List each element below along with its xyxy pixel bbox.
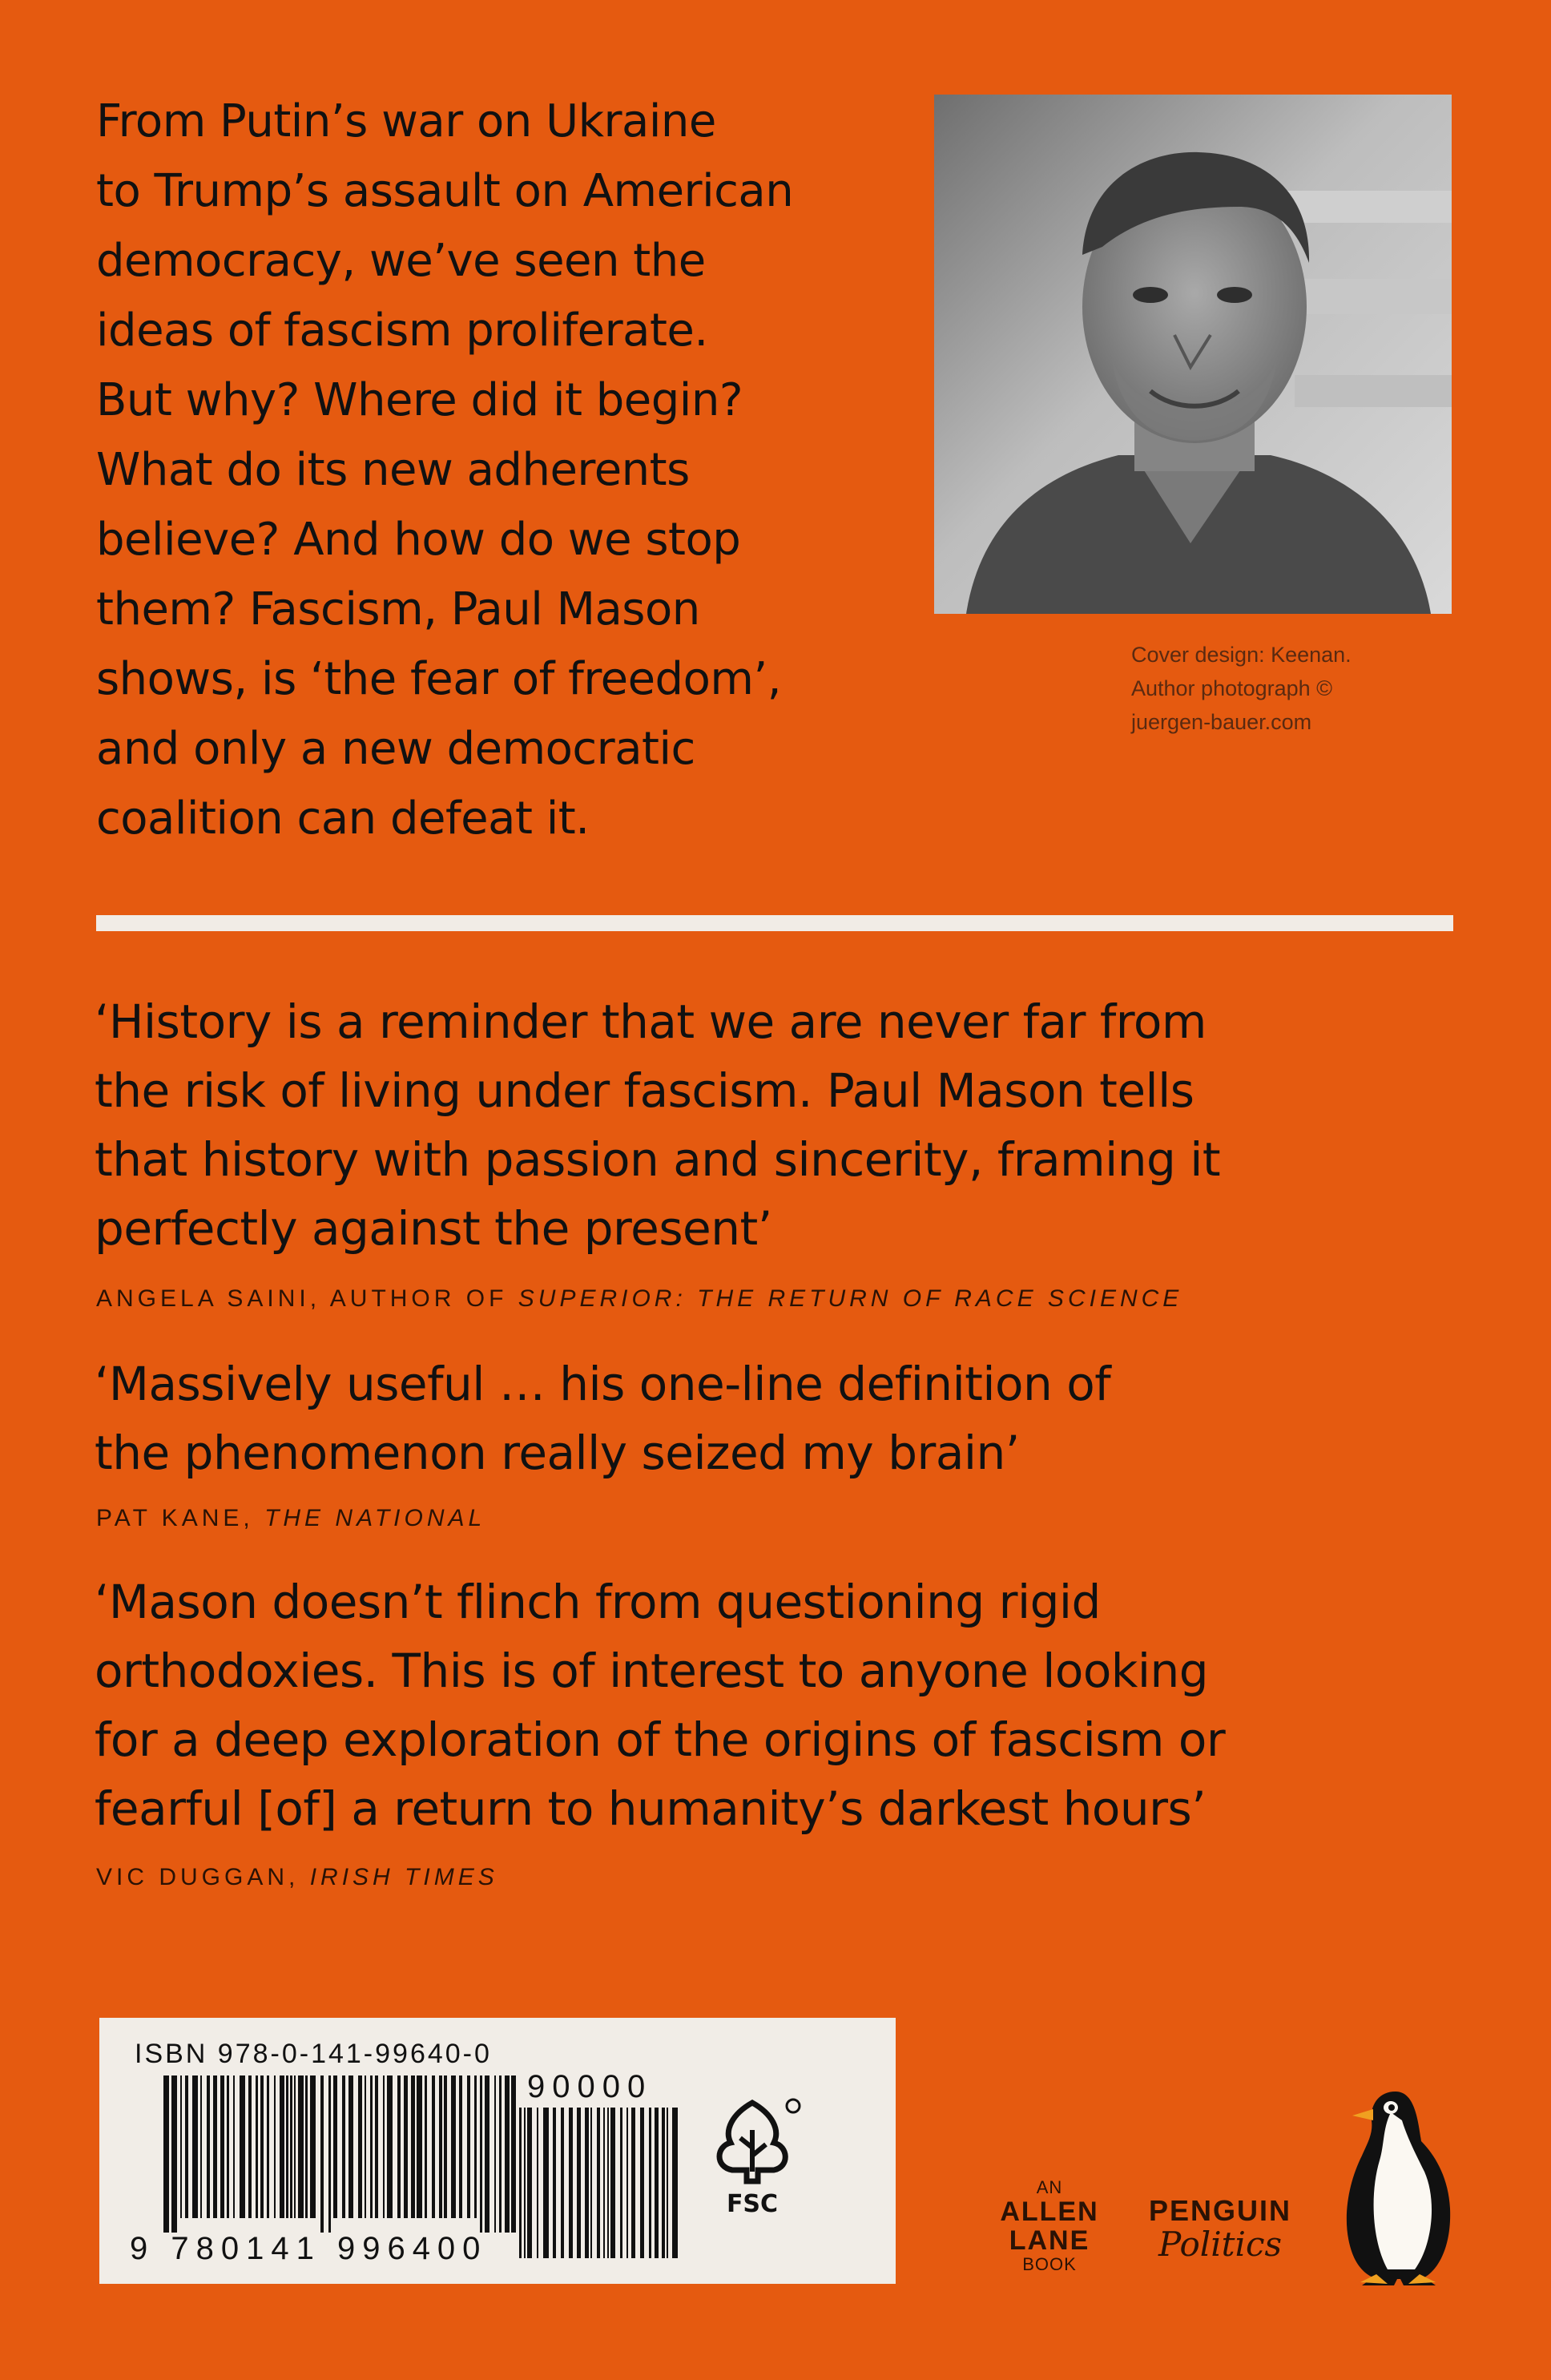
barcode-bar [260,2075,264,2218]
barcode-bar [537,2108,538,2258]
barcode-bar [280,2075,284,2218]
barcode-bar [432,2075,435,2218]
barcode-bar [505,2075,510,2233]
barcode-bar [207,2075,210,2218]
quote-attribution-2 [96,1505,485,1532]
barcode-bar [672,2108,678,2258]
blurb-text [96,87,881,853]
barcode-bar [320,2075,324,2233]
blurb-line: to Trump’s assault on American [96,165,794,217]
barcode-bar [180,2075,182,2218]
barcode-bar [444,2075,447,2218]
quote-line: ‘History is a reminder that we are never far from [95,994,1207,1049]
barcode-bar [467,2075,470,2218]
barcode-bar [294,2075,296,2218]
author-photo-icon [934,95,1452,614]
barcode-bar [248,2075,252,2218]
barcode-bar [333,2075,337,2218]
penguin-politics-series [1136,2194,1304,2264]
quote-line: orthodoxies. This is of interest to anyone looking [95,1644,1209,1698]
ean-barcode [163,2075,516,2233]
credit-line: juergen-bauer.com [1131,710,1312,734]
barcode-bar [227,2075,229,2218]
quote-line: fearful [of] a return to humanity’s darkest hours’ [95,1781,1207,1836]
ean-digits: 9 780141 996400 [130,2231,488,2266]
attribution-source: IRISH TIMES [309,1864,498,1890]
barcode-panel [99,2018,896,2284]
imprint-line: LANE [1009,2225,1090,2256]
barcode-bar [375,2075,378,2218]
barcode-bar [305,2075,308,2218]
blurb-line: coalition can defeat it. [96,793,590,845]
barcode-bar [474,2075,477,2218]
quote-line: perfectly against the present’ [95,1201,772,1256]
barcode-bar [511,2075,516,2233]
barcode-bar [298,2075,304,2218]
barcode-bar [328,2075,331,2233]
barcode-bar [527,2108,532,2258]
review-quote-3 [95,1567,1456,1843]
review-quote-2 [95,1349,1456,1487]
barcode-bar [404,2075,408,2218]
divider-rule [96,915,1453,931]
quote-line: ‘Mason doesn’t flinch from questioning rigid [95,1575,1101,1629]
barcode-bar [626,2108,628,2258]
blurb-line: believe? And how do we stop [96,514,741,566]
barcode-bar [610,2108,615,2258]
barcode-bar [499,2075,502,2233]
barcode-bar [480,2075,482,2233]
blurb-line: them? Fascism, Paul Mason [96,583,700,635]
blurb-line: From Putin’s war on Ukraine [96,95,716,147]
penguin-icon [1338,2088,1456,2290]
imprint-line: ALLEN [1000,2196,1099,2227]
quote-line: the risk of living under fascism. Paul Mason tells [95,1063,1194,1118]
barcode-bar [417,2075,422,2218]
credit-line: Author photograph © [1131,676,1333,700]
barcode-bar [200,2075,202,2218]
barcode-bar [358,2075,362,2218]
quote-attribution-3 [96,1864,498,1891]
author-photo [934,95,1452,614]
credit-line: Cover design: Keenan. [1131,643,1352,667]
barcode-bar [590,2108,592,2258]
allen-lane-imprint [993,2178,1106,2274]
barcode-bar [494,2075,496,2233]
barcode-bar [397,2075,401,2218]
barcode-bar [561,2108,564,2258]
barcode-bar [185,2075,188,2218]
barcode-bar [640,2108,644,2258]
quote-line: that history with passion and sincerity, framing it [95,1132,1221,1187]
barcode-bar [171,2075,177,2233]
barcode-bar [192,2075,198,2218]
imprint-line: BOOK [1022,2254,1077,2274]
barcode-bar [603,2108,605,2258]
barcode-bar [524,2108,526,2258]
attribution-name: ANGELA SAINI, AUTHOR OF [96,1285,518,1312]
barcode-bar [274,2075,276,2218]
barcode-bar [649,2108,651,2258]
barcode-bar [290,2075,292,2218]
fsc-tree-icon [700,2098,804,2186]
barcode-bar [667,2108,668,2258]
barcode-bar [459,2075,462,2218]
barcode-bar [607,2108,609,2258]
blurb-line: democracy, we’ve seen the [96,235,706,287]
cover-credits [1131,638,1468,739]
review-quote-1 [95,987,1456,1263]
barcode-bar [485,2075,489,2233]
attribution-source: SUPERIOR: THE RETURN OF RACE SCIENCE [518,1285,1183,1312]
fsc-logo [700,2098,804,2218]
barcode-bar [256,2075,258,2218]
quote-line: the phenomenon really seized my brain’ [95,1426,1020,1480]
fsc-label: FSC [726,2190,779,2218]
barcode-bar [631,2108,635,2258]
barcode-bar [213,2075,217,2218]
barcode-bar [286,2075,288,2218]
barcode-bar [267,2075,269,2218]
attribution-name: PAT KANE, [96,1505,265,1531]
barcode-bar [569,2108,573,2258]
imprint-line: AN [1036,2177,1063,2197]
barcode-bar [519,2108,522,2258]
barcode-bar [163,2075,169,2233]
barcode-bar [620,2108,622,2258]
barcode-bar [553,2108,556,2258]
barcode-bar [597,2108,600,2258]
quote-attribution-1 [96,1285,1182,1313]
barcode-bar [370,2075,373,2218]
barcode-bar [348,2075,353,2218]
barcode-bar [411,2075,415,2218]
attribution-source: THE NATIONAL [264,1505,486,1531]
attribution-name: VIC DUGGAN, [96,1864,310,1890]
barcode-bar [655,2108,659,2258]
barcode-bar [365,2075,366,2218]
barcode-bar [439,2075,442,2218]
barcode-bar [543,2108,549,2258]
series-publisher: PENGUIN [1148,2194,1292,2227]
addon-digits: 90000 [527,2069,653,2104]
blurb-line: shows, is ‘the fear of freedom’, [96,653,782,705]
barcode-bar [383,2075,385,2218]
barcode-bar [451,2075,456,2218]
barcode-bar [585,2108,589,2258]
isbn-label: ISBN 978-0-141-99640-0 [135,2039,492,2069]
barcode-bar [577,2108,581,2258]
barcode-bar [220,2075,224,2218]
quote-line: ‘Massively useful … his one-line definition of [95,1357,1111,1411]
blurb-line: But why? Where did it begin? [96,374,743,426]
quote-line: for a deep exploration of the origins of fascism or [95,1712,1226,1767]
addon-barcode [519,2108,679,2276]
blurb-line: What do its new adherents [96,444,690,496]
barcode-bar [387,2075,393,2218]
series-name: Politics [1158,2225,1283,2264]
barcode-bar [310,2075,316,2218]
barcode-bar [342,2075,345,2218]
barcode-bar [425,2075,427,2218]
barcode-bar [240,2075,245,2218]
barcode-bar [233,2075,235,2218]
barcode-bar [662,2108,665,2258]
blurb-line: ideas of fascism proliferate. [96,305,708,357]
blurb-line: and only a new democratic [96,723,695,775]
